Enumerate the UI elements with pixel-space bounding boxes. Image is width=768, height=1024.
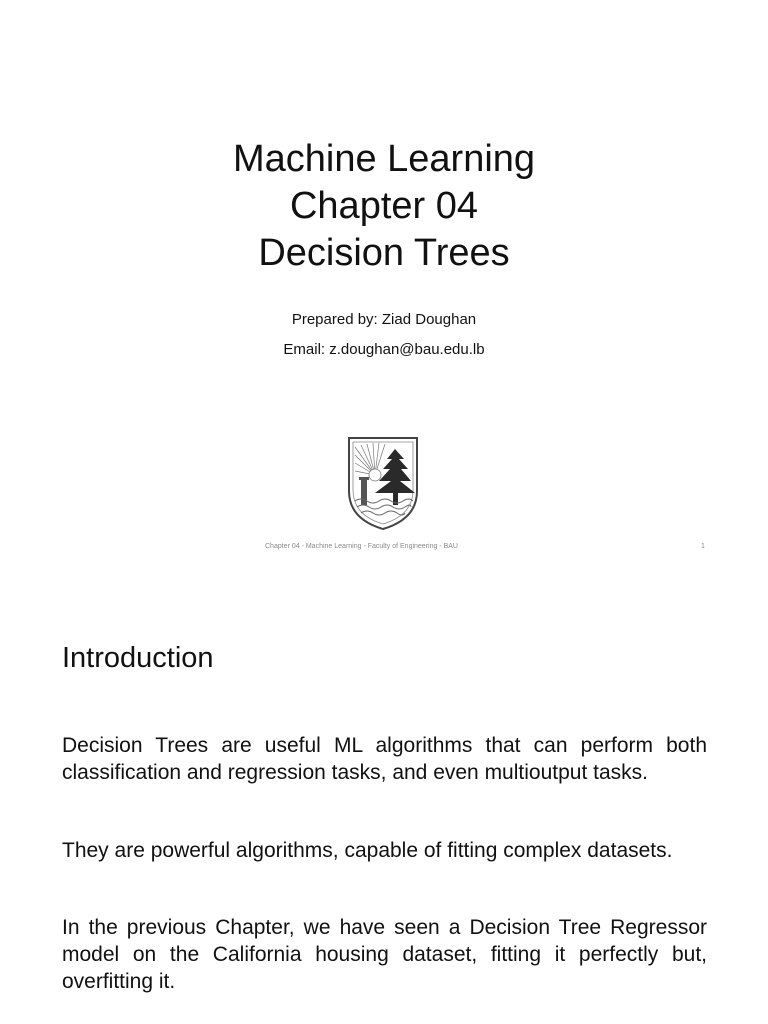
slide-footer: Chapter 04 - Machine Learning - Faculty of Engineering - BAU <box>265 543 458 550</box>
title-line-2: Chapter 04 <box>289 185 478 227</box>
slide-title <box>0 136 768 277</box>
page-number: 1 <box>701 543 705 550</box>
paragraph-2: They are powerful algorithms, capable of fitting complex datasets. <box>62 839 673 862</box>
paragraph-1: Decision Trees are useful ML algorithms that can perform both classification and regression tasks, and even multioutput tasks. <box>62 734 707 784</box>
section-heading: Introduction <box>62 642 214 674</box>
content-slide <box>0 572 768 1024</box>
author-info <box>0 305 768 365</box>
title-line-3: Decision Trees <box>258 232 510 274</box>
paragraph-3: In the previous Chapter, we have seen a Decision Tree Regressor model on the California housing dataset, fitting it perfectly but, overfitting it. <box>62 916 707 993</box>
prepared-by: Prepared by: Ziad Doughan <box>291 311 477 328</box>
university-crest-cedar-icon <box>345 435 421 531</box>
author-email: Email: z.doughan@bau.edu.lb <box>283 341 485 358</box>
title-line-1: Machine Learning <box>232 138 536 180</box>
